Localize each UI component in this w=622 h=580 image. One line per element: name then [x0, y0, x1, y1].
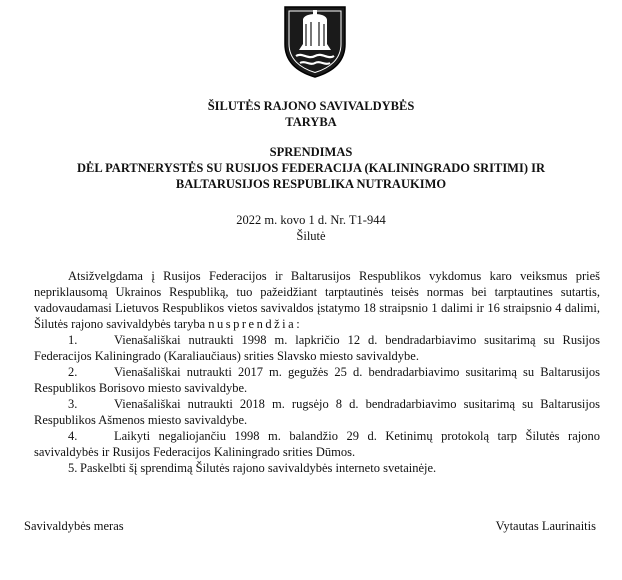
decision-heading — [0, 144, 622, 192]
item-number: 5. — [68, 461, 78, 475]
list-item — [34, 460, 600, 476]
municipality-name: ŠILUTĖS RAJONO SAVIVALDYBĖS — [207, 99, 415, 113]
signature-block — [24, 518, 596, 534]
item-text: Vienašališkai nutraukti 1998 m. lapkričio 12 d. bendradarbiavimo susitarimą su Rusijos Federacijos Kaliningrado (Karaliaučiaus) srities Slavsko miesto savivaldybe. — [34, 333, 600, 363]
silute-coat-of-arms-icon — [282, 4, 348, 80]
list-item — [34, 332, 600, 364]
decision-type: SPRENDIMAS — [269, 145, 353, 159]
decision-body — [34, 268, 600, 476]
municipality-heading — [0, 98, 622, 130]
preamble-text: Atsižvelgdama į Rusijos Federacijos ir Baltarusijos Respublikos vykdomus karo veiksmus prieš nepriklausomą Ukrainos Respubliką, tuo pažeidžiant tarptautinės teisės normas bei tarptautines sutartis, vadovaudamasi Lietuvos Respublikos vietos savivaldos įstatymo 18 straipsnio 1 dalimi ir 16 straipsnio 4 dalimi, Šilutės rajono savivaldybės taryba — [34, 269, 600, 331]
decision-title-line-2: BALTARUSIJOS RESPUBLIKA NUTRAUKIMO — [175, 177, 447, 191]
decides-colon: : — [296, 317, 300, 331]
item-number: 1. — [68, 333, 78, 347]
signatory-name: Vytautas Laurinaitis — [495, 519, 596, 533]
item-number: 4. — [68, 429, 78, 443]
list-item — [34, 396, 600, 428]
decides-word: nusprendžia — [208, 317, 297, 331]
decision-dateline — [0, 212, 622, 244]
list-item — [34, 364, 600, 396]
preamble-paragraph — [34, 268, 600, 332]
council-name: TARYBA — [285, 115, 337, 129]
list-item — [34, 428, 600, 460]
item-text: Vienašališkai nutraukti 2017 m. gegužės 25 d. bendradarbiavimo susitarimą su Baltarusijos Respublikos Borisovo miesto savivaldybe. — [34, 365, 600, 395]
item-text: Laikyti negaliojančiu 1998 m. balandžio 29 d. Ketinimų protokolą tarp Šilutės rajono savivaldybės ir Rusijos Federacijos Kaliningrado srities Dūmos. — [34, 429, 600, 459]
signatory-role: Savivaldybės meras — [24, 519, 124, 533]
decision-date-number: 2022 m. kovo 1 d. Nr. T1-944 — [236, 213, 386, 227]
item-text: Paskelbti šį sprendimą Šilutės rajono savivaldybės interneto svetainėje. — [80, 461, 437, 475]
item-number: 2. — [68, 365, 78, 379]
decision-place: Šilutė — [296, 229, 326, 243]
item-number: 3. — [68, 397, 78, 411]
item-text: Vienašališkai nutraukti 2018 m. rugsėjo 8 d. bendradarbiavimo susitarimą su Baltarusijos Respublikos Ašmenos miesto savivaldybe. — [34, 397, 600, 427]
decision-title-line-1: DĖL PARTNERYSTĖS SU RUSIJOS FEDERACIJA (KALININGRADO SRITIMI) IR — [76, 161, 546, 175]
